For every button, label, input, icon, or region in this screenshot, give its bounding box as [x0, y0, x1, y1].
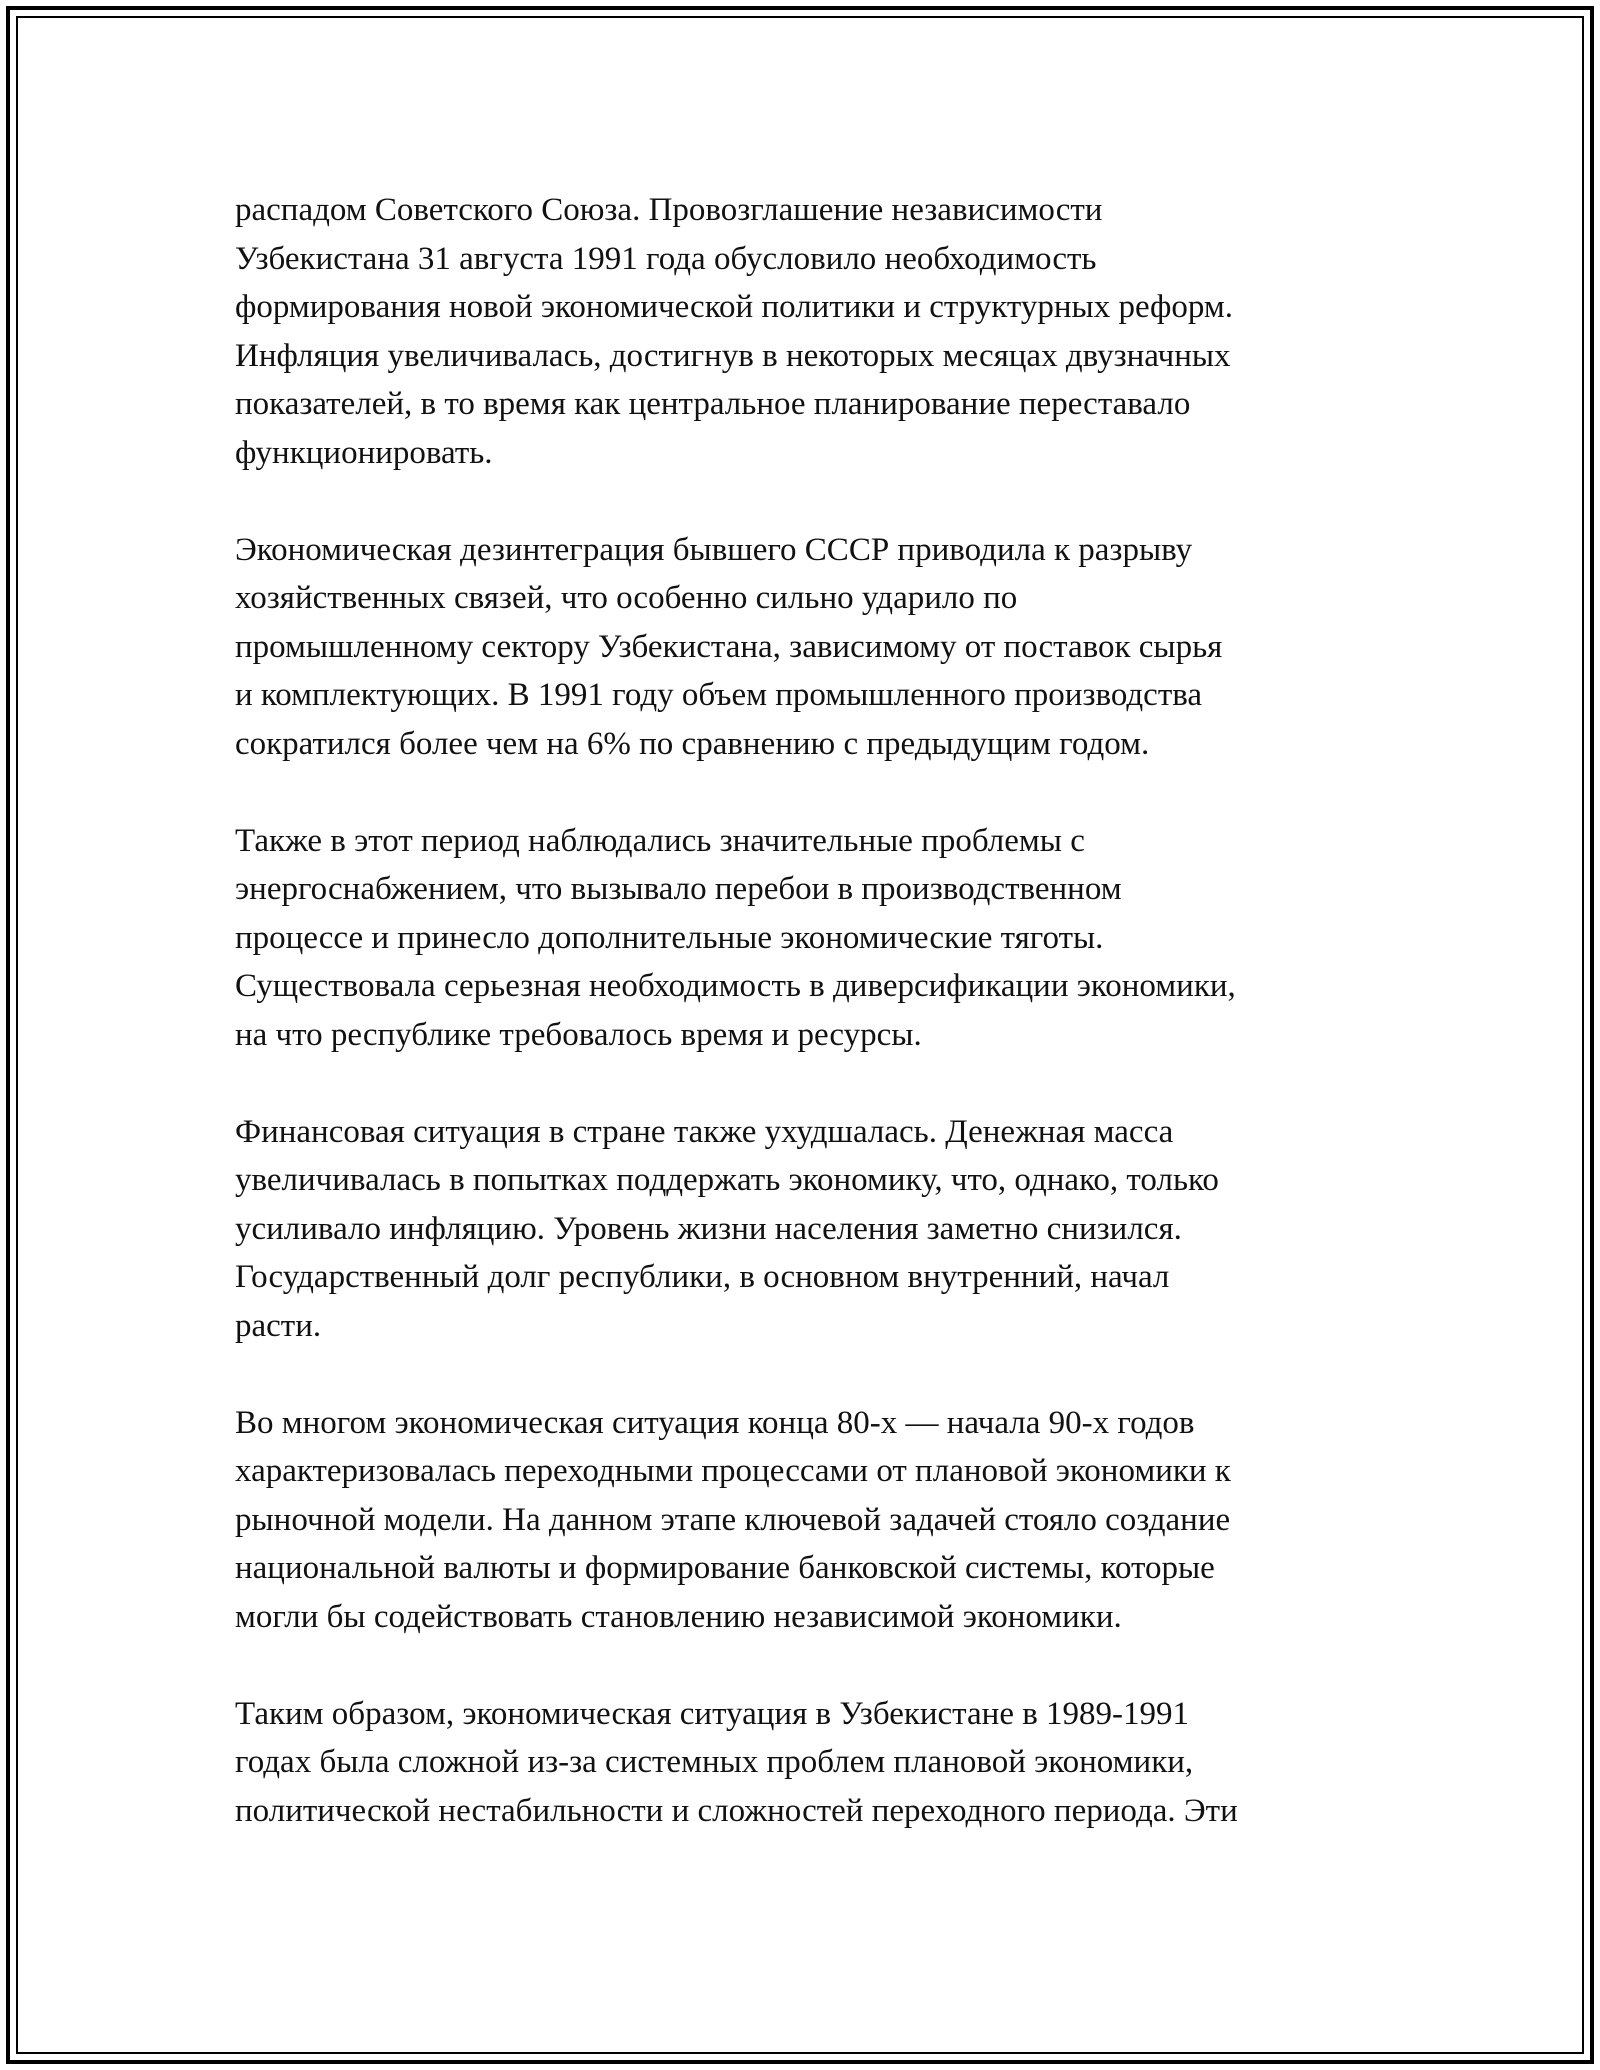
text-line: Также в этот период наблюдались значительные проблемы с — [235, 822, 1085, 859]
text-line: Таким образом, экономическая ситуация в Узбекистане в 1989-1991 — [235, 1695, 1190, 1732]
text-line: сократился более чем на 6% по сравнению с предыдущим годом. — [235, 725, 1150, 762]
text-line: распадом Советского Союза. Провозглашение независимости — [235, 192, 1103, 228]
text-line: хозяйственных связей, что особенно сильно ударило по — [235, 580, 1018, 616]
text-line: национальной валюты и формирование банковской системы, которые — [235, 1550, 1215, 1586]
text-line: Узбекистана 31 августа 1991 года обусловило необходимость — [235, 240, 1097, 277]
text-line: показателей, в то время как центральное планирование переставало — [235, 386, 1191, 422]
text-line: и комплектующих. В 1991 году объем промышленного производства — [235, 677, 1203, 713]
text-line: Существовала серьезная необходимость в диверсификации экономики, — [235, 968, 1236, 1004]
paragraph-3 — [235, 817, 1375, 1060]
text-line: характеризовалась переходными процессами от плановой экономики к — [235, 1453, 1231, 1489]
text-line: Экономическая дезинтеграция бывшего СССР приводила к разрыву — [235, 531, 1193, 568]
document-body — [235, 186, 1375, 1884]
text-line: Финансовая ситуация в стране также ухудшалась. Денежная масса — [235, 1113, 1174, 1150]
text-line: формирования новой экономической политики и структурных реформ. — [235, 289, 1234, 325]
text-line: процессе и принесло дополнительные экономические тяготы. — [235, 919, 1104, 956]
text-line: увеличивалась в попытках поддержать экономику, что, однако, только — [235, 1162, 1219, 1198]
text-line: на что республике требовалось время и ресурсы. — [235, 1016, 922, 1053]
text-line: рыночной модели. На данном этапе ключевой задачей стояло создание — [235, 1501, 1231, 1538]
text-line: политической нестабильности и сложностей переходного периода. Эти — [235, 1792, 1238, 1829]
text-line: функционировать. — [235, 434, 493, 471]
text-line: Инфляция увеличивалась, достигнув в некоторых месяцах двузначных — [235, 337, 1231, 374]
paragraph-2 — [235, 526, 1375, 769]
paragraph-5 — [235, 1399, 1375, 1642]
text-line: энергоснабжением, что вызывало перебои в производственном — [235, 871, 1122, 907]
paragraph-4 — [235, 1108, 1375, 1351]
text-line: могли бы содействовать становлению независимой экономики. — [235, 1598, 1122, 1635]
paragraph-6 — [235, 1690, 1375, 1836]
text-line: Государственный долг республики, в основном внутренний, начал — [235, 1259, 1170, 1295]
text-line: промышленному сектору Узбекистана, зависимому от поставок сырья — [235, 628, 1223, 665]
text-line: расти. — [235, 1307, 322, 1344]
paragraph-1 — [235, 186, 1375, 477]
text-line: Во многом экономическая ситуация конца 80-х — начала 90-х годов — [235, 1404, 1195, 1441]
text-line: годах была сложной из-за системных проблем плановой экономики, — [235, 1744, 1194, 1780]
text-line: усиливало инфляцию. Уровень жизни населения заметно снизился. — [235, 1210, 1182, 1247]
